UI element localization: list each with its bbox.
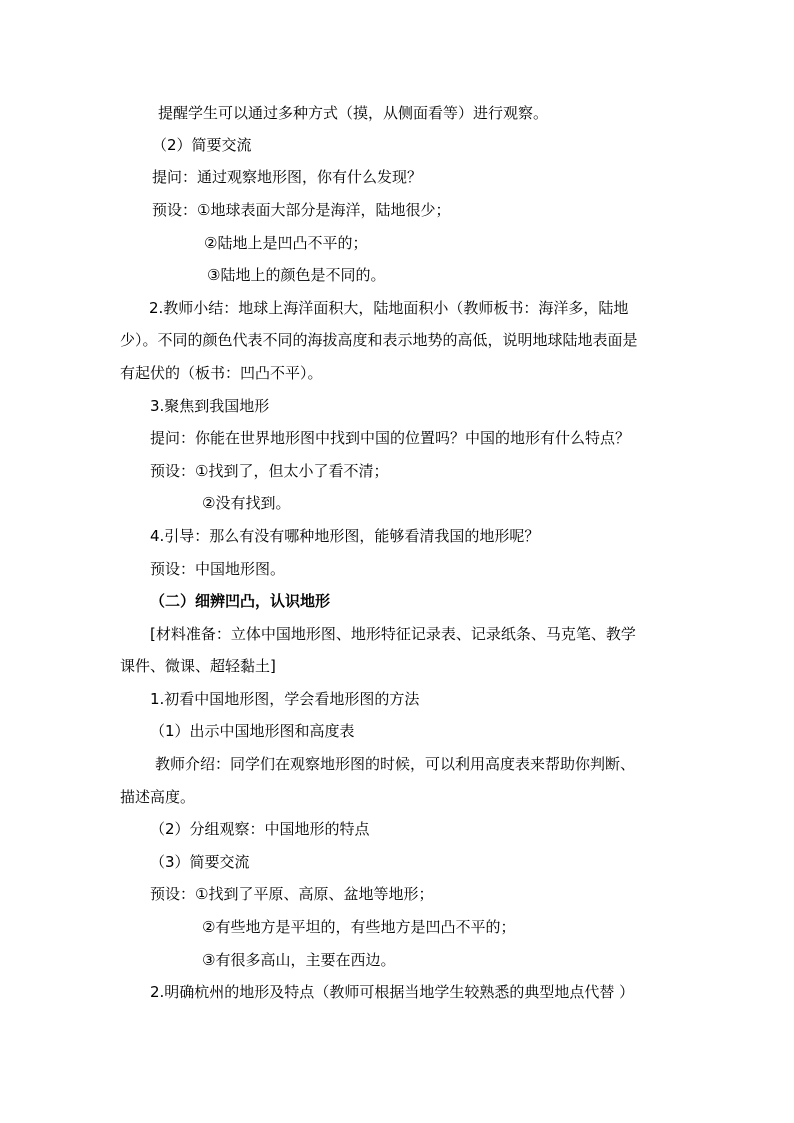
subheading: 3.聚焦到我国地形 xyxy=(150,397,270,415)
text-line: 预设：①找到了平原、高原、盆地等地形； xyxy=(150,885,434,903)
section-heading: （二）细辨凹凸，认识地形 xyxy=(150,592,331,610)
subheading: 1.初看中国地形图，学会看地形图的方法 xyxy=(150,690,420,708)
subheading: （1）出示中国地形图和高度表 xyxy=(150,722,355,740)
text-line: 提醒学生可以通过多种方式（摸，从侧面看等）进行观察。 xyxy=(158,104,549,122)
text-line: 预设：中国地形图。 xyxy=(150,560,286,578)
text-line: 描述高度。 xyxy=(120,788,196,806)
text-line: 预设：①地球表面大部分是海洋，陆地很少； xyxy=(152,201,451,219)
text-line: ②没有找到。 xyxy=(202,494,291,512)
subheading: 2.明确杭州的地形及特点（教师可根据当地学生较熟悉的典型地点代替 ） xyxy=(150,983,635,1001)
text-line: 有起伏的（板书：凹凸不平）。 xyxy=(120,364,323,382)
text-line: 4.引导：那么有没有哪种地形图，能够看清我国的地形呢？ xyxy=(150,527,540,545)
subheading: （2）分组观察：中国地形的特点 xyxy=(150,820,370,838)
text-line: 预设：①找到了，但太小了看不清； xyxy=(150,462,389,480)
text-line: ③有很多高山，主要在西边。 xyxy=(202,951,396,969)
text-line: 少）。不同的颜色代表不同的海拔高度和表示地势的高低，说明地球陆地表面是 xyxy=(120,331,638,349)
text-line: 教师介绍：同学们在观察地形图的时候，可以利用高度表来帮助你判断、 xyxy=(155,755,636,773)
subheading: （3）简要交流 xyxy=(150,853,250,871)
text-line: ②有些地方是平坦的，有些地方是凹凸不平的； xyxy=(202,918,516,936)
subheading: （2）简要交流 xyxy=(152,136,252,154)
text-line: 提问：你能在世界地形图中找到中国的位置吗？中国的地形有什么特点？ xyxy=(150,429,631,447)
text-line: ③陆地上的颜色是不同的。 xyxy=(207,266,386,284)
text-line: 课件、微课、超轻黏土] xyxy=(120,657,276,675)
text-line: [材料准备：立体中国地形图、地形特征记录表、记录纸条、马克笔、教学 xyxy=(150,625,636,643)
text-line: 2.教师小结：地球上海洋面积大，陆地面积小（教师板书：海洋多，陆地 xyxy=(149,299,629,317)
text-line: ②陆地上是凹凸不平的； xyxy=(204,234,368,252)
text-line: 提问：通过观察地形图，你有什么发现？ xyxy=(152,168,423,186)
